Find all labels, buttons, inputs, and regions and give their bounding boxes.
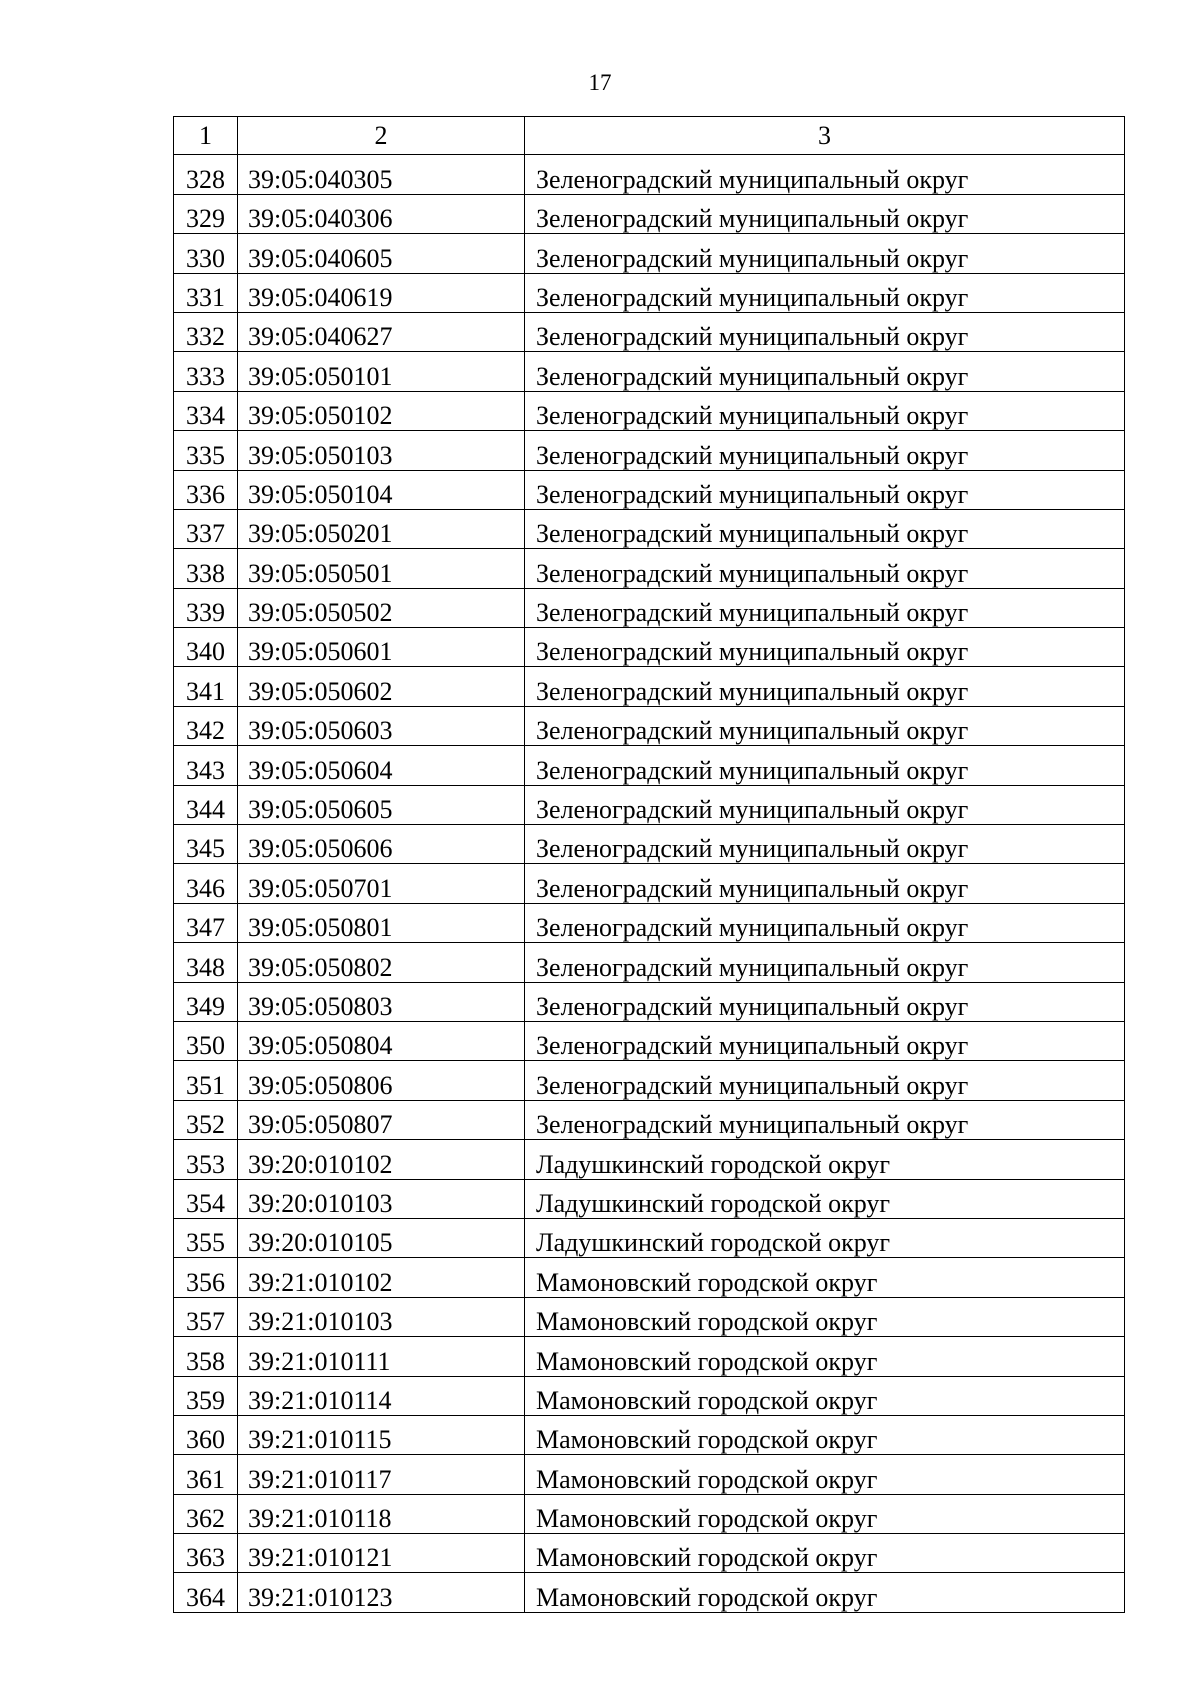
header-col-1: 1 [174, 117, 238, 155]
table-row [174, 1140, 1125, 1179]
cadastral-code-cell: 39:21:010111 [238, 1337, 525, 1376]
row-number-cell: 353 [174, 1140, 238, 1179]
table-row [174, 667, 1125, 706]
municipality-cell: Ладушкинский городской округ [525, 1179, 1125, 1218]
table-row [174, 903, 1125, 942]
table-header-row [174, 117, 1125, 155]
row-number-cell: 356 [174, 1258, 238, 1297]
cadastral-code-cell: 39:05:050701 [238, 864, 525, 903]
municipality-cell: Ладушкинский городской округ [525, 1218, 1125, 1257]
cadastral-code-cell: 39:05:050201 [238, 509, 525, 548]
row-number-cell: 357 [174, 1297, 238, 1336]
row-number-cell: 364 [174, 1573, 238, 1612]
row-number-cell: 359 [174, 1376, 238, 1415]
cadastral-code-cell: 39:05:050807 [238, 1100, 525, 1139]
row-number-cell: 329 [174, 194, 238, 233]
table-row [174, 982, 1125, 1021]
table-row [174, 509, 1125, 548]
cadastral-code-cell: 39:05:040605 [238, 234, 525, 273]
municipality-cell: Зеленоградский муниципальный округ [525, 706, 1125, 745]
cadastral-code-cell: 39:05:050603 [238, 706, 525, 745]
municipality-cell: Зеленоградский муниципальный округ [525, 628, 1125, 667]
cadastral-code-cell: 39:05:040627 [238, 312, 525, 351]
table-row [174, 588, 1125, 627]
row-number-cell: 342 [174, 706, 238, 745]
cadastral-code-cell: 39:21:010103 [238, 1297, 525, 1336]
table-row [174, 470, 1125, 509]
cadastral-code-cell: 39:05:050101 [238, 352, 525, 391]
cadastral-code-cell: 39:05:040305 [238, 155, 525, 194]
header-col-3: 3 [525, 117, 1125, 155]
cadastral-code-cell: 39:05:050501 [238, 549, 525, 588]
table-body [174, 155, 1125, 1612]
municipality-cell: Зеленоградский муниципальный округ [525, 746, 1125, 785]
row-number-cell: 358 [174, 1337, 238, 1376]
row-number-cell: 354 [174, 1179, 238, 1218]
municipality-cell: Зеленоградский муниципальный округ [525, 943, 1125, 982]
cadastral-code-cell: 39:05:050601 [238, 628, 525, 667]
row-number-cell: 347 [174, 903, 238, 942]
table-row [174, 155, 1125, 194]
row-number-cell: 351 [174, 1061, 238, 1100]
municipality-cell: Зеленоградский муниципальный округ [525, 234, 1125, 273]
table-row [174, 1061, 1125, 1100]
municipality-cell: Мамоновский городской округ [525, 1337, 1125, 1376]
table-row [174, 273, 1125, 312]
cadastral-code-cell: 39:05:050502 [238, 588, 525, 627]
cadastral-code-cell: 39:20:010103 [238, 1179, 525, 1218]
table-row [174, 1179, 1125, 1218]
municipality-cell: Мамоновский городской округ [525, 1573, 1125, 1612]
municipality-cell: Зеленоградский муниципальный округ [525, 312, 1125, 351]
table-row [174, 312, 1125, 351]
table-row [174, 1218, 1125, 1257]
municipality-cell: Зеленоградский муниципальный округ [525, 470, 1125, 509]
municipality-cell: Мамоновский городской округ [525, 1297, 1125, 1336]
row-number-cell: 335 [174, 431, 238, 470]
table-row [174, 431, 1125, 470]
row-number-cell: 341 [174, 667, 238, 706]
page-number: 17 [588, 70, 612, 95]
header-col-2: 2 [238, 117, 525, 155]
row-number-cell: 361 [174, 1455, 238, 1494]
row-number-cell: 346 [174, 864, 238, 903]
municipality-cell: Мамоновский городской округ [525, 1415, 1125, 1454]
municipality-cell: Зеленоградский муниципальный округ [525, 667, 1125, 706]
row-number-cell: 338 [174, 549, 238, 588]
municipality-cell: Зеленоградский муниципальный округ [525, 273, 1125, 312]
cadastral-code-cell: 39:05:050803 [238, 982, 525, 1021]
municipality-cell: Зеленоградский муниципальный округ [525, 431, 1125, 470]
row-number-cell: 330 [174, 234, 238, 273]
table-row [174, 549, 1125, 588]
municipality-cell: Зеленоградский муниципальный округ [525, 549, 1125, 588]
table-row [174, 194, 1125, 233]
table-row [174, 234, 1125, 273]
municipality-cell: Мамоновский городской округ [525, 1376, 1125, 1415]
municipality-cell: Зеленоградский муниципальный округ [525, 155, 1125, 194]
cadastral-code-cell: 39:21:010123 [238, 1573, 525, 1612]
cadastral-code-cell: 39:20:010105 [238, 1218, 525, 1257]
municipality-cell: Зеленоградский муниципальный округ [525, 352, 1125, 391]
row-number-cell: 349 [174, 982, 238, 1021]
cadastral-code-cell: 39:05:050604 [238, 746, 525, 785]
table-row [174, 943, 1125, 982]
table-row [174, 1455, 1125, 1494]
cadastral-code-cell: 39:05:050102 [238, 391, 525, 430]
cadastral-code-cell: 39:05:050802 [238, 943, 525, 982]
table-row [174, 864, 1125, 903]
cadastral-code-cell: 39:21:010115 [238, 1415, 525, 1454]
table-row [174, 1297, 1125, 1336]
cadastral-code-cell: 39:05:050602 [238, 667, 525, 706]
cadastral-code-cell: 39:05:050605 [238, 785, 525, 824]
cadastral-code-cell: 39:05:050103 [238, 431, 525, 470]
cadastral-code-cell: 39:21:010117 [238, 1455, 525, 1494]
cadastral-code-cell: 39:20:010102 [238, 1140, 525, 1179]
cadastral-code-cell: 39:21:010102 [238, 1258, 525, 1297]
table-row [174, 746, 1125, 785]
row-number-cell: 340 [174, 628, 238, 667]
cadastral-code-cell: 39:21:010121 [238, 1534, 525, 1573]
row-number-cell: 343 [174, 746, 238, 785]
row-number-cell: 339 [174, 588, 238, 627]
table-row [174, 825, 1125, 864]
table-row [174, 1494, 1125, 1533]
table-row [174, 1021, 1125, 1060]
cadastral-code-cell: 39:05:040306 [238, 194, 525, 233]
row-number-cell: 363 [174, 1534, 238, 1573]
cadastral-code-cell: 39:05:050801 [238, 903, 525, 942]
municipality-cell: Зеленоградский муниципальный округ [525, 391, 1125, 430]
table-row [174, 628, 1125, 667]
table-row [174, 706, 1125, 745]
row-number-cell: 355 [174, 1218, 238, 1257]
row-number-cell: 333 [174, 352, 238, 391]
table-row [174, 352, 1125, 391]
table-row [174, 1573, 1125, 1612]
row-number-cell: 345 [174, 825, 238, 864]
municipality-cell: Зеленоградский муниципальный округ [525, 864, 1125, 903]
row-number-cell: 332 [174, 312, 238, 351]
municipality-cell: Зеленоградский муниципальный округ [525, 588, 1125, 627]
cadastral-code-cell: 39:05:050606 [238, 825, 525, 864]
municipality-cell: Зеленоградский муниципальный округ [525, 1100, 1125, 1139]
table-row [174, 1376, 1125, 1415]
municipality-cell: Зеленоградский муниципальный округ [525, 194, 1125, 233]
cadastral-code-cell: 39:05:040619 [238, 273, 525, 312]
cadastral-code-cell: 39:05:050806 [238, 1061, 525, 1100]
table-row [174, 391, 1125, 430]
municipality-cell: Мамоновский городской округ [525, 1534, 1125, 1573]
row-number-cell: 328 [174, 155, 238, 194]
municipality-cell: Зеленоградский муниципальный округ [525, 1021, 1125, 1060]
table-row [174, 1100, 1125, 1139]
row-number-cell: 350 [174, 1021, 238, 1060]
cadastral-code-cell: 39:21:010114 [238, 1376, 525, 1415]
municipality-cell: Зеленоградский муниципальный округ [525, 982, 1125, 1021]
municipality-cell: Зеленоградский муниципальный округ [525, 903, 1125, 942]
row-number-cell: 352 [174, 1100, 238, 1139]
row-number-cell: 337 [174, 509, 238, 548]
municipality-cell: Зеленоградский муниципальный округ [525, 509, 1125, 548]
table-row [174, 1415, 1125, 1454]
row-number-cell: 331 [174, 273, 238, 312]
table-row [174, 1337, 1125, 1376]
cadastral-table [173, 116, 1125, 1613]
table-row [174, 1258, 1125, 1297]
row-number-cell: 362 [174, 1494, 238, 1533]
cadastral-code-cell: 39:05:050804 [238, 1021, 525, 1060]
municipality-cell: Зеленоградский муниципальный округ [525, 825, 1125, 864]
municipality-cell: Мамоновский городской округ [525, 1258, 1125, 1297]
row-number-cell: 348 [174, 943, 238, 982]
row-number-cell: 344 [174, 785, 238, 824]
row-number-cell: 360 [174, 1415, 238, 1454]
cadastral-code-cell: 39:21:010118 [238, 1494, 525, 1533]
table-row [174, 1534, 1125, 1573]
municipality-cell: Мамоновский городской округ [525, 1494, 1125, 1533]
municipality-cell: Мамоновский городской округ [525, 1455, 1125, 1494]
municipality-cell: Зеленоградский муниципальный округ [525, 1061, 1125, 1100]
municipality-cell: Зеленоградский муниципальный округ [525, 785, 1125, 824]
row-number-cell: 336 [174, 470, 238, 509]
cadastral-code-cell: 39:05:050104 [238, 470, 525, 509]
row-number-cell: 334 [174, 391, 238, 430]
table-row [174, 785, 1125, 824]
municipality-cell: Ладушкинский городской округ [525, 1140, 1125, 1179]
